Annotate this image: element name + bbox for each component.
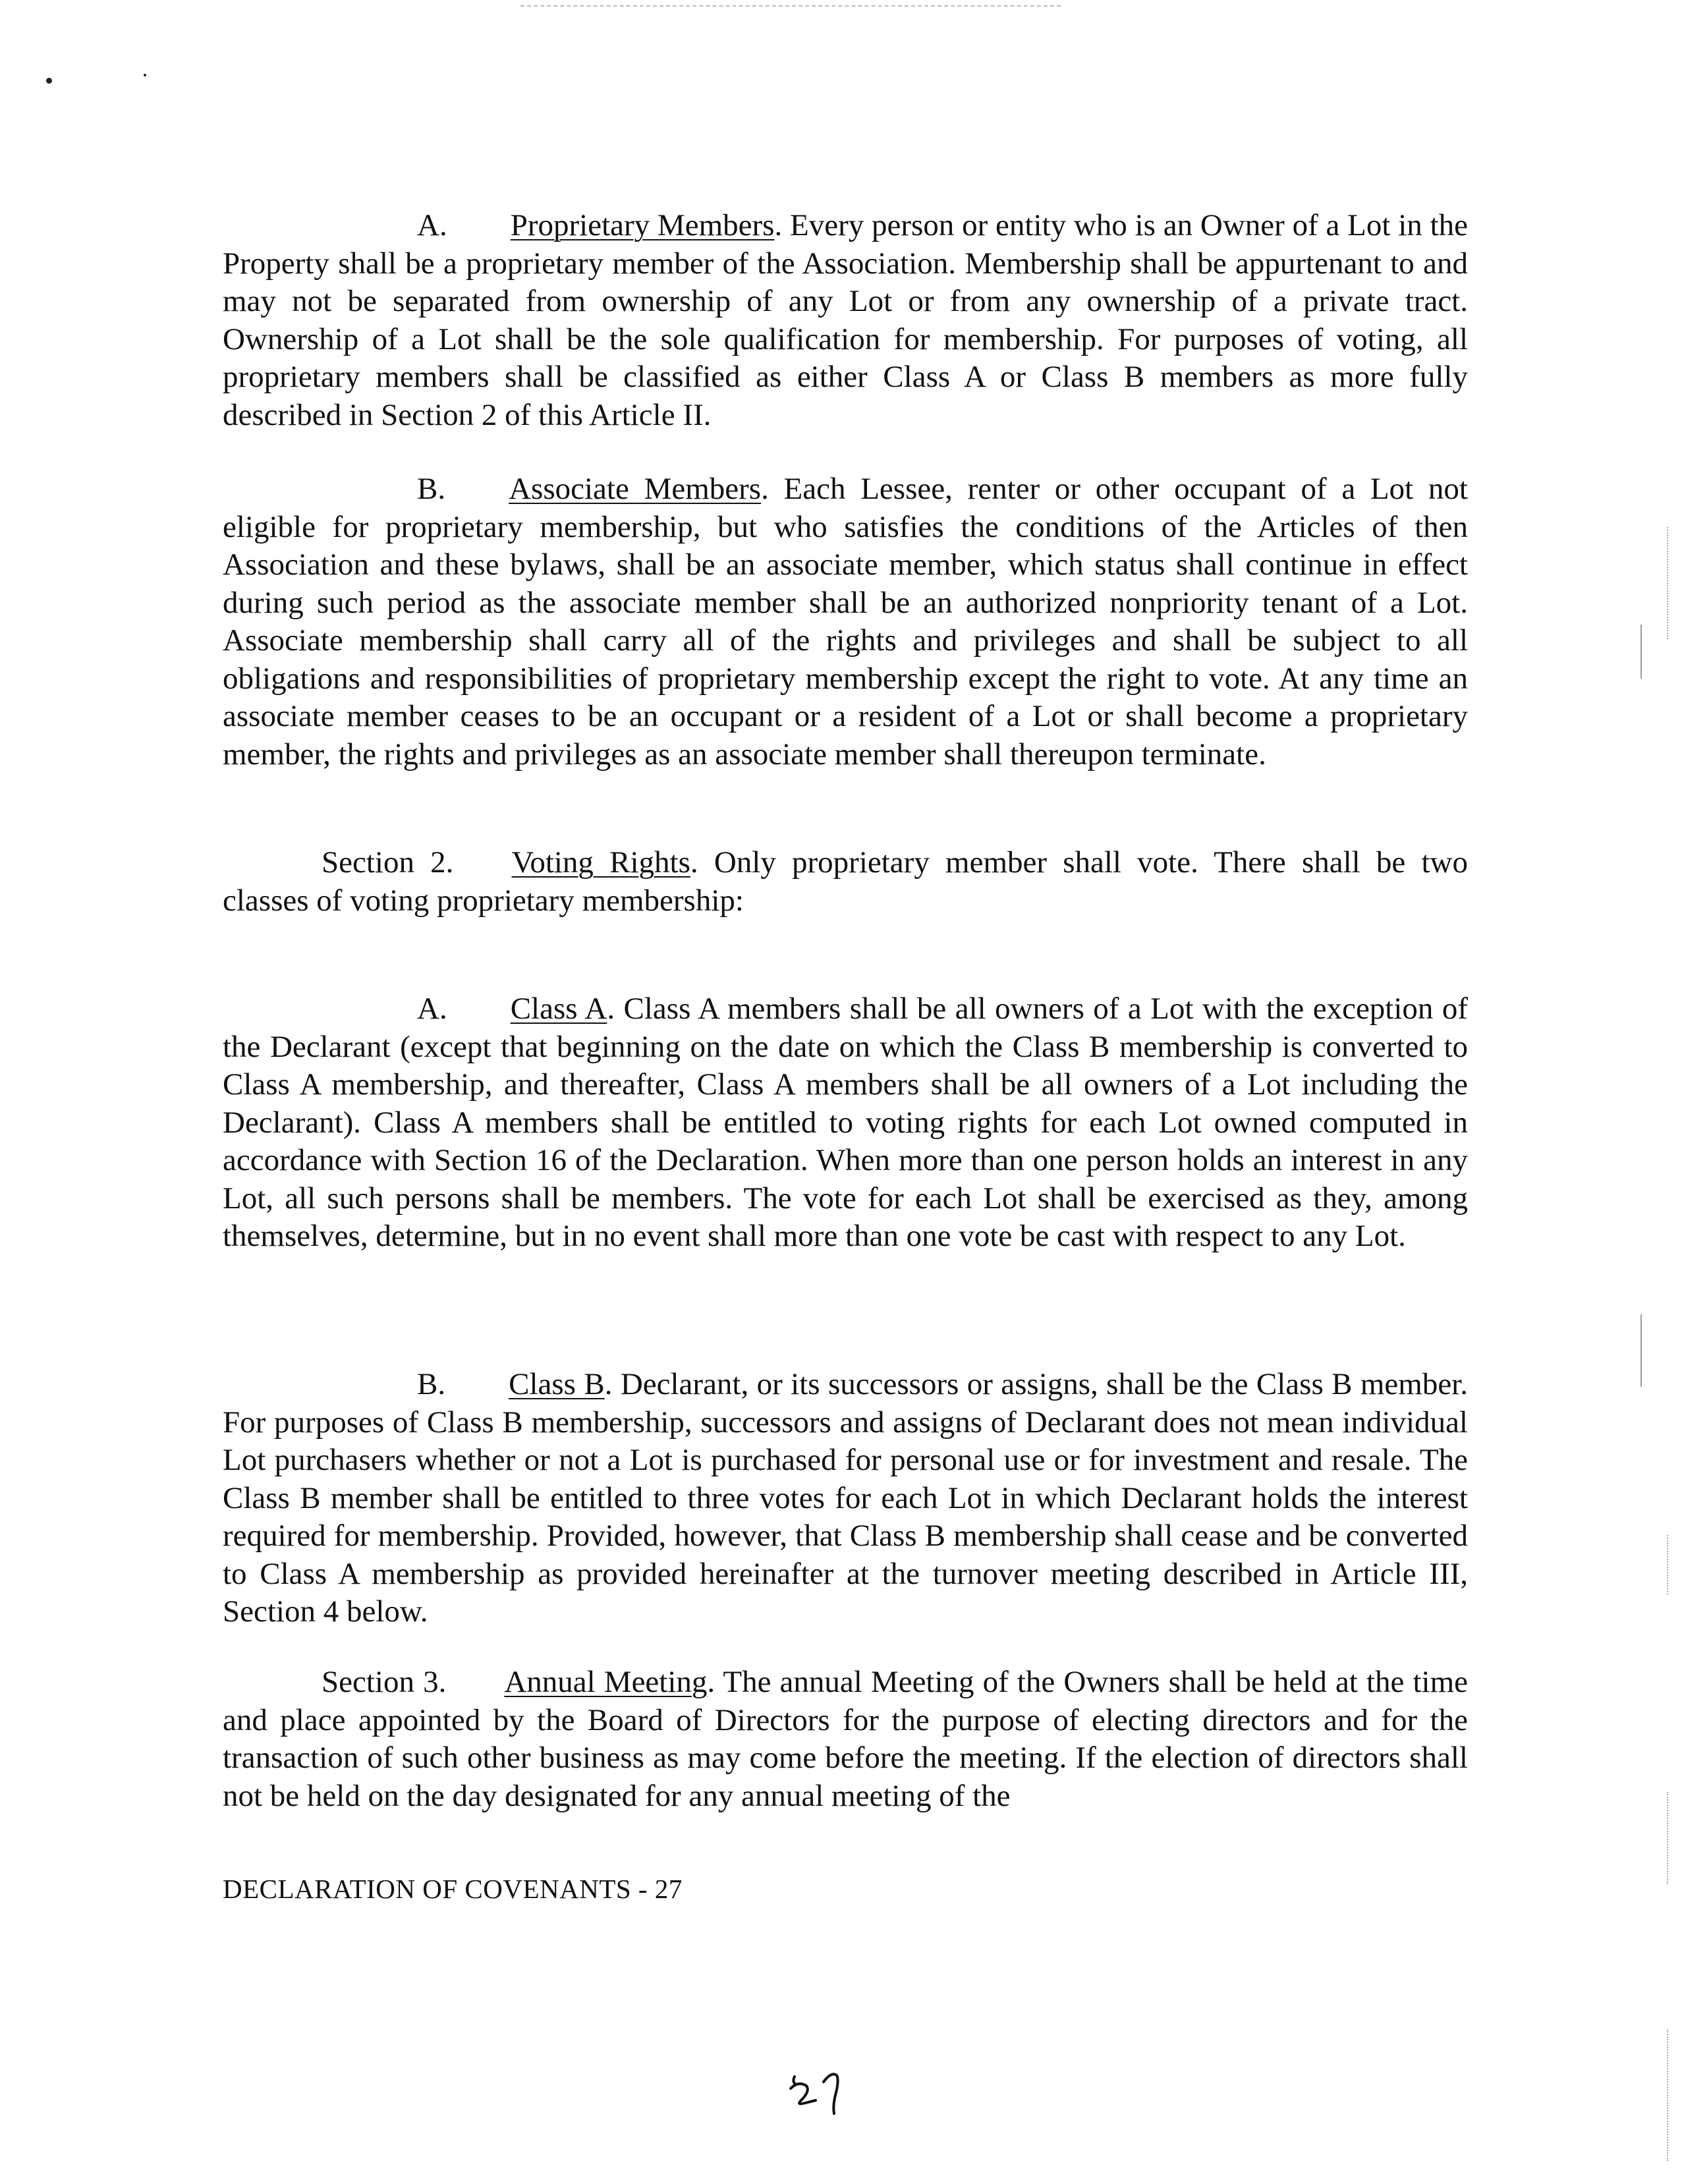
- paragraph-marker: Section 3.: [322, 1665, 447, 1699]
- scan-edge-mark: [1640, 625, 1642, 679]
- paragraph-heading: Voting Rights: [511, 845, 690, 880]
- scan-speck: [144, 74, 146, 76]
- scan-edge-dots: [1667, 527, 1668, 639]
- scan-edge-dots: [1667, 1535, 1668, 1594]
- paragraph-section-2-voting-rights: [223, 844, 1468, 920]
- paragraph-heading: Proprietary Members: [510, 208, 775, 242]
- scan-edge-dots: [1667, 2029, 1668, 2161]
- paragraph-heading: Class B: [509, 1367, 605, 1401]
- paragraph-class-b: [223, 1366, 1468, 1631]
- paragraph-body: . The annual Meeting of the Owners shall be held at the time and place appointed by the Board of Directors for the purpose of electing directors and for the transaction of such other business as may come before the meeting. If the election of directors shall not be held on the day designated for any annual meeting of the: [223, 1665, 1468, 1813]
- paragraph-heading: Annual Meeting: [504, 1665, 708, 1699]
- scan-edge-dots: [1667, 1792, 1668, 1884]
- scan-edge-mark: [1640, 1314, 1642, 1387]
- paragraph-body: . Each Lessee, renter or other occupant of a Lot not eligible for proprietary membership, but who satisfies the conditions of the Articles of then Association and these bylaws, shall be an associate member, which status shall continue in effect during such period as the associate member shall be an authorized nonpriority tenant of a Lot. Associate membership shall carry all of the rights and privileges and shall be subject to all obligations and responsibilities of proprietary membership except the right to vote. At any time an associate member ceases to be an occupant or a resident of a Lot or shall become a proprietary member, the rights and privileges as an associate member shall thereupon terminate.: [223, 472, 1468, 771]
- paragraph-heading: Associate Members: [509, 472, 762, 506]
- paragraph-class-a: [223, 990, 1468, 1256]
- paragraph-marker: B.: [417, 472, 446, 506]
- paragraph-body: . Class A members shall be all owners of a Lot with the exception of the Declarant (except that beginning on the date on which the Class B membership is converted to Class A membership, and thereafter, Class A members shall be all owners of a Lot including the Declarant). Class A members shall be entitled to voting rights for each Lot owned computed in accordance with Section 16 of the Declaration. When more than one person holds an interest in any Lot, all such persons shall be members. The vote for each Lot shall be exercised as they, among themselves, determine, but in no event shall more than one vote be cast with respect to any Lot.: [223, 992, 1469, 1253]
- scan-speck: [46, 78, 52, 84]
- paragraph-marker: A.: [417, 208, 447, 242]
- paragraph-marker: Section 2.: [322, 845, 454, 880]
- paragraph-section-3-annual-meeting: [223, 1664, 1468, 1815]
- paragraph-heading: Class A: [510, 992, 607, 1026]
- paragraph-body: . Only proprietary member shall vote. There shall be two classes of voting proprietary membership:: [223, 845, 1468, 918]
- handwritten-page-number: [784, 2062, 856, 2121]
- paragraph-body: . Every person or entity who is an Owner of a Lot in the Property shall be a proprietary member of the Association. Membership shall be appurtenant to and may not be separated from ownership of any Lot or from any ownership of a private tract. Ownership of a Lot shall be the sole qualification for membership. For purposes of voting, all proprietary members shall be classified as either Class A or Class B members as more fully described in Section 2 of this Article II.: [223, 208, 1469, 432]
- paragraph-marker: B.: [417, 1367, 446, 1401]
- paragraph-body: . Declarant, or its successors or assigns, shall be the Class B member. For purposes of Class B membership, successors and assigns of Declarant does not mean individual Lot purchasers whether or not a Lot is purchased for personal use or for investment and resale. The Class B member shall be entitled to three votes for each Lot in which Declarant holds the interest required for membership. Provided, however, that Class B membership shall cease and be converted to Class A membership as provided hereinafter at the turnover meeting described in Article III, Section 4 below.: [223, 1367, 1468, 1629]
- paragraph-marker: A.: [417, 992, 447, 1026]
- paragraph-associate-members: [223, 470, 1468, 773]
- page-footer: DECLARATION OF COVENANTS - 27: [223, 1874, 683, 1904]
- paragraph-proprietary-members: [223, 207, 1468, 434]
- scan-artifact-top: [520, 5, 1061, 7]
